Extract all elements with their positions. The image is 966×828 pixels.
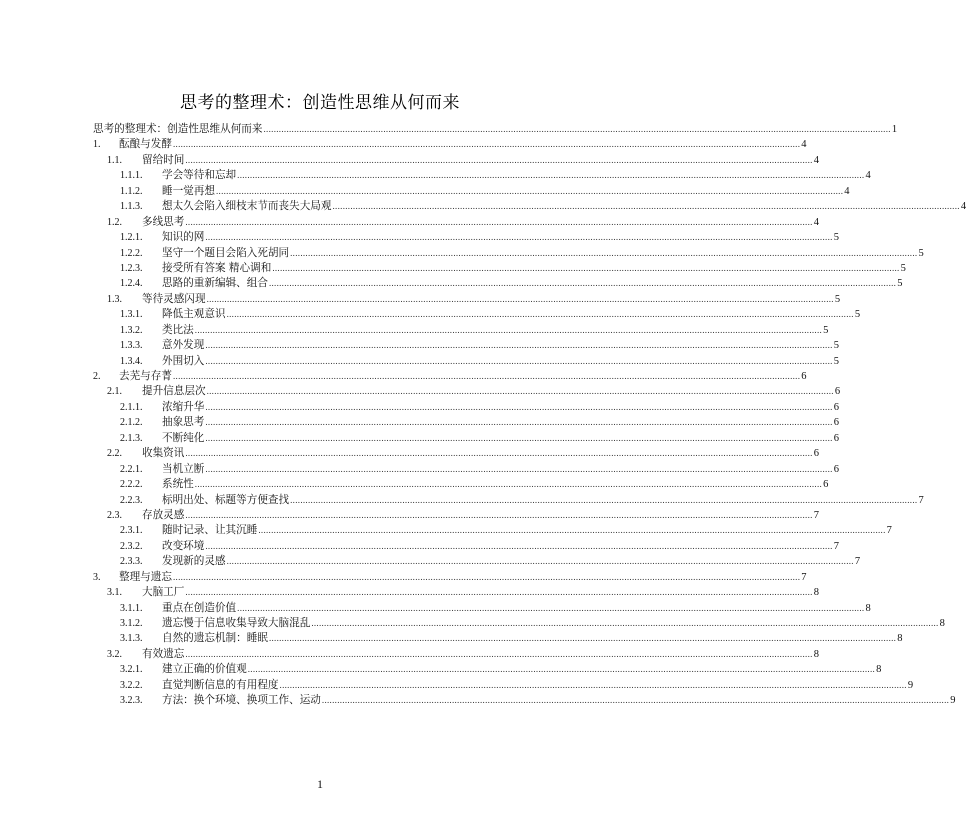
toc-entry-number: 2.1.	[107, 386, 122, 398]
toc-entry-label: 提升信息层次	[142, 385, 206, 398]
toc-entry-label: 留给时间	[142, 153, 185, 166]
toc-entry-page: 9	[907, 679, 914, 691]
toc-entry-page: 4	[801, 139, 807, 151]
toc-entry[interactable]	[93, 539, 839, 554]
toc-entry-number: 3.2.3.	[120, 695, 143, 707]
toc-entry[interactable]	[93, 199, 966, 214]
toc-entry-label: 不断纯化	[162, 431, 205, 444]
toc-entry-number: 3.2.	[107, 648, 122, 660]
toc-dot-leader	[248, 662, 875, 677]
toc-entry-label: 意外发现	[162, 339, 205, 352]
toc-entry-page: 8	[939, 618, 945, 629]
toc-entry-page: 8	[865, 602, 871, 614]
toc-entry[interactable]	[93, 693, 956, 708]
toc-entry-label: 知识的网	[162, 231, 205, 244]
toc-dot-leader	[185, 508, 812, 523]
toc-dot-leader	[205, 462, 832, 477]
toc-dot-leader	[185, 446, 812, 461]
toc-entry[interactable]	[93, 446, 819, 461]
toc-entry-label: 收集资讯	[142, 447, 185, 460]
toc-dot-leader	[205, 400, 832, 415]
toc-dot-leader	[237, 601, 864, 616]
toc-entry-page: 6	[823, 479, 829, 491]
toc-dot-leader	[173, 570, 800, 585]
toc-entry-label: 整理与遗忘	[119, 570, 172, 583]
toc-entry-label: 存放灵感	[142, 508, 185, 521]
toc-dot-leader	[205, 338, 832, 353]
toc-entry-number: 1.2.	[107, 216, 122, 228]
toc-entry-page: 7	[886, 525, 892, 537]
toc-entry[interactable]	[93, 493, 924, 508]
toc-entry[interactable]	[93, 477, 829, 492]
toc-dot-leader	[269, 276, 896, 291]
toc-entry-page: 7	[918, 494, 924, 506]
toc-entry-page: 7	[801, 571, 807, 583]
toc-dot-leader	[290, 246, 917, 261]
page-number: 1	[317, 777, 323, 791]
toc-entry-label: 等待灵感闪现	[142, 292, 206, 305]
toc-entry-number: 2.1.1.	[120, 401, 143, 413]
toc-entry-label: 浓缩升华	[162, 400, 205, 413]
toc-entry[interactable]	[93, 647, 819, 662]
toc-entry-page: 5	[918, 247, 924, 259]
toc-entry-label: 有效遗忘	[142, 647, 185, 660]
toc-entry-page: 5	[854, 309, 861, 321]
toc-entry-page: 6	[833, 417, 839, 429]
toc-entry-number: 1.3.4.	[120, 355, 143, 367]
toc-entry-label: 发现新的灵感	[162, 555, 226, 568]
toc-entry-label: 重点在创造价值	[162, 601, 237, 614]
toc-entry-page: 8	[897, 633, 903, 645]
toc-entry-label: 思路的重新编辑、组合	[162, 277, 268, 290]
toc-entry-page: 4	[865, 170, 871, 182]
toc-entry-number: 3.1.2.	[120, 618, 143, 629]
toc-entry-label: 标明出处、标题等方便查找	[162, 493, 290, 506]
toc-entry-page: 5	[834, 293, 841, 305]
toc-entry-number: 1.	[93, 139, 101, 151]
toc-entry-page: 8	[813, 648, 819, 660]
toc-entry-label: 想太久会陷入细枝末节而丧失大局观	[162, 200, 332, 213]
toc-entry-page: 6	[813, 448, 819, 460]
toc-dot-leader	[185, 215, 812, 230]
toc-entry-label: 接受所有答案 精心调和	[162, 261, 272, 274]
toc-entry-label: 去芜与存菁	[119, 370, 172, 382]
toc-entry-label: 直觉判断信息的有用程度	[162, 678, 279, 691]
toc-entry-number: 2.1.3.	[120, 432, 143, 444]
toc-dot-leader	[216, 184, 843, 199]
toc-dot-leader	[264, 122, 891, 137]
toc-entry[interactable]	[93, 338, 839, 353]
toc-dot-leader	[195, 477, 822, 492]
toc-entry[interactable]	[93, 400, 839, 415]
toc-dot-leader	[205, 415, 832, 430]
toc-entry[interactable]	[93, 307, 861, 322]
toc-entry-number: 1.1.3.	[120, 201, 143, 213]
toc-entry[interactable]	[93, 585, 819, 600]
toc-dot-leader	[205, 230, 832, 245]
toc-entry-number: 2.	[93, 371, 101, 382]
toc-entry-number: 3.1.	[107, 587, 122, 599]
toc-entry-number: 2.2.2.	[120, 479, 143, 491]
toc-entry[interactable]	[93, 215, 819, 230]
toc-entry-label: 思考的整理术：创造性思维从何而来	[93, 123, 263, 135]
toc-entry-page: 7	[833, 540, 839, 552]
toc-entry-label: 建立正确的价值观	[162, 663, 247, 676]
toc-entry[interactable]	[93, 168, 871, 183]
toc-entry[interactable]	[93, 678, 914, 693]
toc-entry-label: 降低主观意识	[162, 308, 226, 321]
toc-entry[interactable]	[93, 230, 839, 245]
toc-dot-leader	[207, 384, 834, 399]
toc-entry-page: 6	[833, 401, 839, 413]
toc-entry[interactable]	[93, 246, 924, 261]
toc-entry-label: 改变环境	[162, 539, 205, 552]
toc-entry[interactable]	[93, 508, 819, 523]
toc-entry-label: 自然的遗忘机制：睡眠	[162, 632, 268, 645]
toc-entry-label: 睡一觉再想	[162, 184, 215, 197]
toc-entry[interactable]	[93, 616, 945, 631]
toc-entry-page: 7	[813, 509, 819, 521]
toc-entry-number: 2.3.3.	[120, 556, 143, 568]
toc-entry[interactable]	[93, 137, 807, 152]
toc-entry-page: 4	[844, 185, 850, 197]
toc-entry-number: 2.2.	[107, 448, 122, 460]
toc-entry-label: 外围切入	[162, 354, 205, 367]
toc-entry[interactable]	[93, 261, 906, 276]
toc-entry-label: 坚守一个题目会陷入死胡同	[162, 246, 290, 259]
table-of-contents	[93, 122, 966, 709]
toc-entry-page: 6	[834, 386, 841, 398]
toc-entry-number: 1.3.2.	[120, 324, 143, 336]
toc-entry-page: 4	[813, 216, 819, 228]
toc-entry-number: 3.2.2.	[120, 679, 143, 691]
toc-entry-label: 随时记录、让其沉睡	[162, 524, 258, 537]
toc-entry-page: 4	[960, 201, 966, 213]
toc-entry-number: 1.1.	[107, 154, 122, 166]
toc-entry[interactable]	[93, 184, 850, 199]
toc-entry-page: 5	[833, 340, 839, 352]
toc-entry-page: 5	[823, 324, 829, 336]
toc-entry-number: 1.2.3.	[120, 262, 143, 274]
toc-entry-number: 3.1.1.	[120, 602, 143, 614]
toc-dot-leader	[205, 539, 832, 554]
toc-entry-label: 当机立断	[162, 462, 205, 475]
toc-entry-page: 6	[801, 371, 807, 382]
toc-entry-number: 1.3.3.	[120, 340, 143, 352]
toc-entry[interactable]	[93, 570, 807, 585]
toc-entry[interactable]	[93, 415, 839, 430]
toc-dot-leader	[322, 693, 949, 708]
toc-entry-label: 学会等待和忘却	[162, 169, 237, 182]
toc-dot-leader	[311, 616, 938, 631]
toc-entry-number: 2.3.1.	[120, 525, 143, 537]
toc-entry-label: 抽象思考	[162, 416, 205, 429]
toc-entry-number: 2.3.	[107, 509, 122, 521]
toc-entry[interactable]	[93, 462, 839, 477]
toc-entry-number: 1.1.1.	[120, 170, 143, 182]
toc-entry[interactable]	[93, 323, 829, 338]
toc-entry[interactable]	[93, 554, 861, 569]
toc-entry-page: 5	[897, 278, 903, 290]
toc-entry-page: 5	[900, 262, 906, 274]
toc-entry-number: 3.1.3.	[120, 633, 143, 645]
toc-dot-leader	[173, 137, 800, 152]
toc-entry-number: 1.2.1.	[120, 232, 143, 244]
toc-entry-page: 1	[891, 124, 898, 135]
toc-entry-label: 多线思考	[142, 215, 185, 228]
toc-dot-leader	[205, 431, 832, 446]
toc-entry[interactable]	[93, 662, 882, 677]
toc-entry-number: 3.	[93, 571, 101, 583]
toc-entry-number: 1.2.2.	[120, 247, 143, 259]
toc-entry[interactable]	[93, 276, 903, 291]
document-title: 思考的整理术：创造性思维从何而来	[180, 93, 460, 113]
toc-entry-page: 5	[833, 355, 839, 367]
toc-entry[interactable]	[93, 122, 898, 137]
toc-entry[interactable]	[93, 631, 903, 646]
toc-dot-leader	[185, 153, 812, 168]
toc-entry-number: 2.2.1.	[120, 463, 143, 475]
toc-entry-number: 1.3.	[107, 293, 122, 305]
toc-entry[interactable]	[93, 384, 841, 399]
toc-entry-label: 类比法	[162, 323, 194, 336]
toc-entry-number: 2.2.3.	[120, 494, 143, 506]
toc-dot-leader	[185, 647, 812, 662]
toc-dot-leader	[237, 168, 864, 183]
toc-entry-label: 系统性	[162, 478, 194, 491]
toc-entry[interactable]	[93, 431, 839, 446]
toc-entry[interactable]	[93, 354, 839, 369]
toc-entry-page: 8	[876, 664, 882, 676]
toc-entry[interactable]	[93, 292, 841, 307]
toc-dot-leader	[227, 307, 854, 322]
toc-entry-page: 5	[833, 232, 839, 244]
toc-dot-leader	[207, 292, 834, 307]
toc-entry-label: 大脑工厂	[142, 586, 185, 599]
toc-entry-number: 2.3.2.	[120, 540, 143, 552]
toc-entry-page: 8	[813, 587, 819, 599]
toc-dot-leader	[290, 493, 917, 508]
toc-dot-leader	[269, 631, 896, 646]
toc-entry-page: 6	[833, 463, 839, 475]
toc-entry-number: 3.2.1.	[120, 664, 143, 676]
toc-dot-leader	[227, 554, 854, 569]
toc-dot-leader	[280, 678, 907, 693]
toc-entry-number: 1.3.1.	[120, 309, 143, 321]
toc-dot-leader	[173, 369, 800, 384]
toc-entry[interactable]	[93, 369, 807, 384]
toc-dot-leader	[333, 199, 960, 214]
toc-dot-leader	[272, 261, 899, 276]
toc-entry-page: 4	[813, 154, 819, 166]
toc-entry-label: 方法：换个环境、换项工作、运动	[162, 694, 321, 707]
toc-entry[interactable]	[93, 601, 871, 616]
toc-entry-page: 6	[833, 432, 839, 444]
toc-entry-label: 遗忘慢于信息收集导致大脑混乱	[162, 617, 311, 629]
toc-entry-number: 1.1.2.	[120, 185, 143, 197]
toc-entry-label: 酝酿与发酵	[119, 138, 172, 151]
toc-dot-leader	[195, 323, 822, 338]
toc-dot-leader	[205, 354, 832, 369]
toc-entry[interactable]	[93, 153, 819, 168]
toc-dot-leader	[258, 523, 885, 538]
toc-entry[interactable]	[93, 523, 892, 538]
toc-entry-number: 1.2.4.	[120, 278, 143, 290]
toc-entry-page: 7	[854, 556, 861, 568]
toc-dot-leader	[185, 585, 812, 600]
toc-entry-page: 9	[950, 695, 956, 707]
toc-entry-number: 2.1.2.	[120, 417, 143, 429]
